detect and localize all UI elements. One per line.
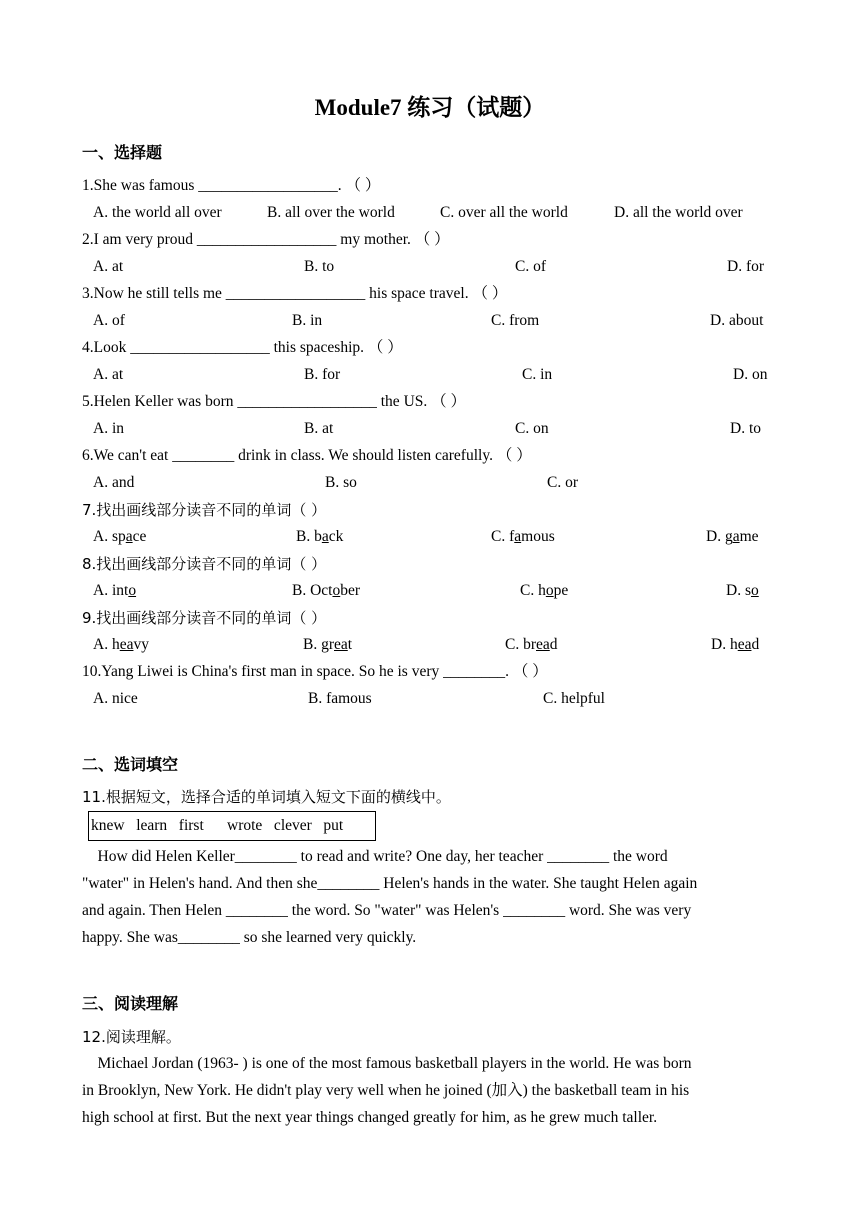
section-heading-choice: 一、选择题 <box>82 143 163 162</box>
option: A. at <box>93 366 124 383</box>
option: D. on <box>733 366 768 383</box>
passage-line: high school at first. But the next year things changed greatly for him, as he grew much taller. <box>82 1109 658 1126</box>
question-stem: 8.找出画线部分读音不同的单词（ ） <box>82 555 327 573</box>
option: A. heavy <box>93 636 149 653</box>
section-heading-reading: 三、阅读理解 <box>82 994 179 1013</box>
question-stem: 2.I am very proud __________________ my mother. （ ） <box>82 231 450 248</box>
passage-line: Michael Jordan (1963- ) is one of the most famous basketball players in the world. He was born <box>82 1055 692 1072</box>
option: D. to <box>730 420 761 437</box>
section-heading-fill: 二、选词填空 <box>82 755 179 774</box>
option: D. about <box>710 312 764 329</box>
option: B. famous <box>308 690 372 707</box>
option: A. and <box>93 474 135 491</box>
option: B. October <box>292 582 361 599</box>
option: C. over all the world <box>440 204 568 221</box>
word-bank-box: knew learn first wrote clever put <box>88 811 376 841</box>
option: A. of <box>93 312 125 329</box>
question-stem: 3.Now he still tells me __________________ his space travel. （ ） <box>82 285 508 302</box>
option: A. the world all over <box>93 204 222 221</box>
option: C. on <box>515 420 549 437</box>
option: C. bread <box>505 636 558 653</box>
passage-q11 <box>82 843 782 951</box>
option: D. all the world over <box>614 204 743 221</box>
option: C. from <box>491 312 540 329</box>
option: A. space <box>93 528 147 545</box>
passage-line: How did Helen Keller________ to read and write? One day, her teacher ________ the word <box>82 848 668 865</box>
option: C. helpful <box>543 690 605 707</box>
option: D. for <box>727 258 765 275</box>
option: A. nice <box>93 690 138 707</box>
option: B. at <box>304 420 334 437</box>
question-stem: 6.We can't eat ________ drink in class. We should listen carefully. （ ） <box>82 447 532 464</box>
option: B. to <box>304 258 335 275</box>
question-stem: 9.找出画线部分读音不同的单词（ ） <box>82 609 327 627</box>
option: D. so <box>726 582 759 599</box>
passage-line: in Brooklyn, New York. He didn't play very well when he joined (加入) the basketball team in his <box>82 1082 690 1099</box>
option: B. in <box>292 312 323 329</box>
option: A. into <box>93 582 137 599</box>
option: D. head <box>711 636 760 653</box>
option: C. of <box>515 258 546 275</box>
question-stem: 4.Look __________________ this spaceship. （ ） <box>82 339 403 356</box>
option: D. game <box>706 528 759 545</box>
option: C. hope <box>520 582 569 599</box>
question-stem: 1.She was famous __________________. （ ） <box>82 177 381 194</box>
passage-q12 <box>82 1050 782 1131</box>
question-stem: 5.Helen Keller was born __________________ the US. （ ） <box>82 393 467 410</box>
option: B. for <box>304 366 341 383</box>
option: A. at <box>93 258 124 275</box>
option: B. so <box>325 474 357 491</box>
passage-line: "water" in Helen's hand. And then she________ Helen's hands in the water. She taught Helen again <box>82 875 698 892</box>
passage-line: happy. She was________ so she learned very quickly. <box>82 929 417 946</box>
question-stem: 7.找出画线部分读音不同的单词（ ） <box>82 501 327 519</box>
option: C. in <box>522 366 553 383</box>
option: B. great <box>303 636 353 653</box>
option: B. back <box>296 528 344 545</box>
question-stem: 10.Yang Liwei is China's first man in space. So he is very ________. （ ） <box>82 663 548 680</box>
question-stem: 12.阅读理解。 <box>82 1028 181 1046</box>
option: C. or <box>547 474 578 491</box>
page-title: Module7 练习（试题） <box>314 95 546 120</box>
option: C. famous <box>491 528 555 545</box>
passage-line: and again. Then Helen ________ the word. So "water" was Helen's ________ word. She was very <box>82 902 692 919</box>
option: A. in <box>93 420 124 437</box>
question-stem: 11.根据短文，选择合适的单词填入短文下面的横线中。 <box>82 788 451 806</box>
option: B. all over the world <box>267 204 395 221</box>
